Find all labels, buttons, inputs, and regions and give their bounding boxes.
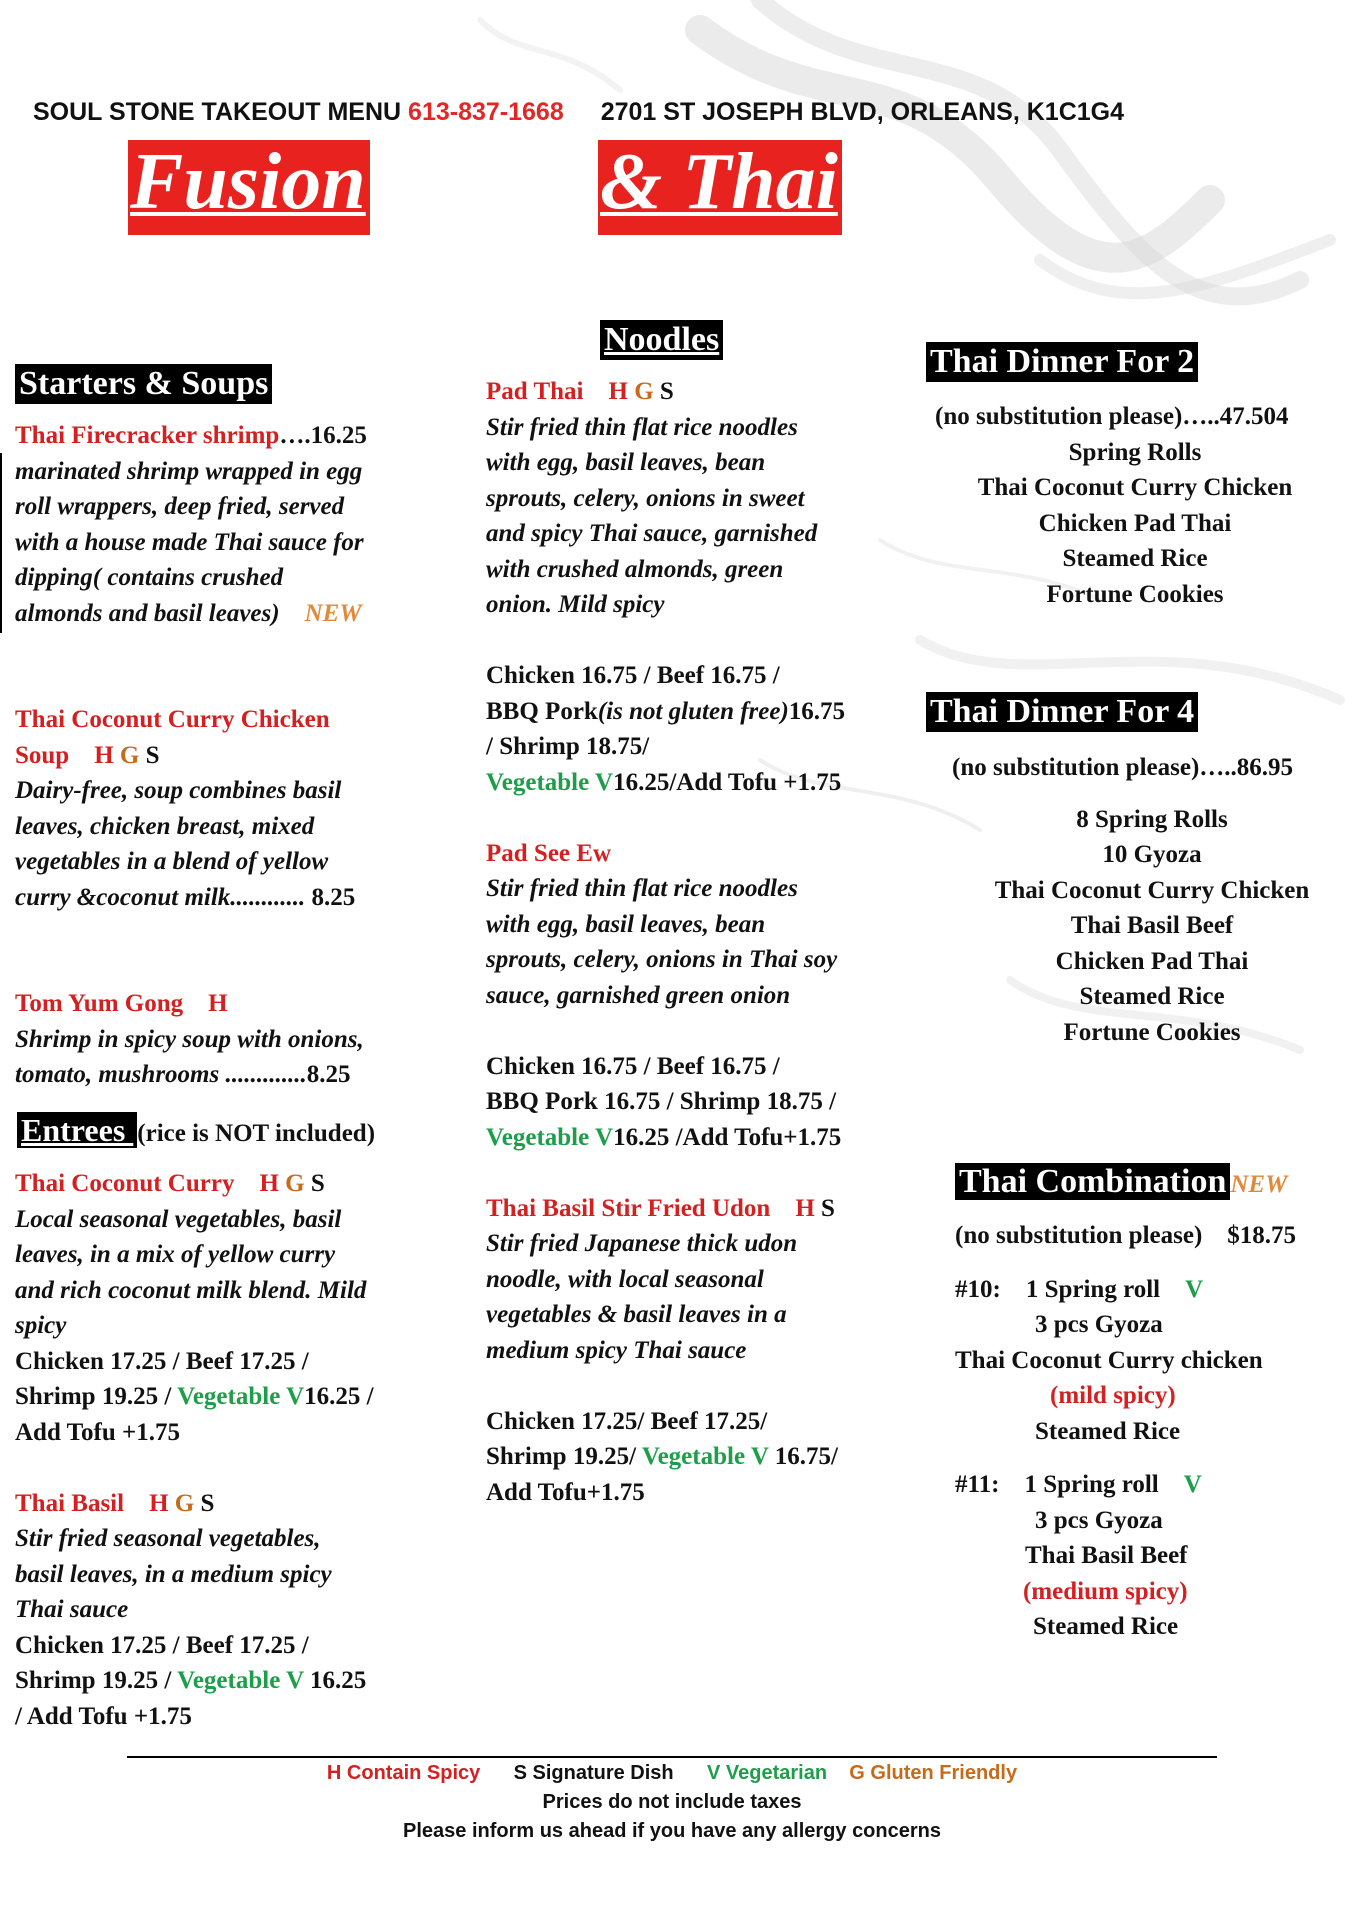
pad-see-ew-desc-3: sprouts, celery, onions in Thai soy (486, 946, 838, 973)
dinner2-items (935, 435, 1335, 613)
thai-basil-desc-1: Stir fried seasonal vegetables, (15, 1525, 321, 1552)
signature-mark: S (310, 1170, 325, 1197)
pad-see-ew-price-1: Chicken 16.75 / Beef 16.75 / (486, 1052, 780, 1080)
left-margin-rule (0, 453, 2, 633)
firecracker-desc-4: dipping( contains crushed (15, 564, 284, 591)
dinner4-item: Thai Coconut Curry Chicken (994, 876, 1310, 904)
signature-mark: S (659, 378, 674, 405)
firecracker-desc-5: almonds and basil leaves) (15, 599, 280, 627)
dinner4-items (952, 802, 1352, 1051)
dinner4-item: Thai Basil Beef (1070, 912, 1234, 939)
dinner4-item: 8 Spring Rolls (1076, 805, 1228, 833)
legend-spicy: H Contain Spicy (326, 1762, 481, 1784)
starters-column (15, 418, 465, 1093)
pad-thai-desc-3: sprouts, celery, onions in sweet (486, 484, 805, 512)
coconut-curry-desc-1: Local seasonal vegetables, basil (15, 1205, 342, 1233)
dinner4-item: Steamed Rice (1079, 983, 1225, 1010)
phone-number[interactable]: 613-837-1668 (408, 98, 564, 126)
pad-see-ew-price-3 (486, 1120, 906, 1156)
entrees-note: (rice is NOT included) (137, 1120, 376, 1147)
combination-note-line (955, 1218, 1355, 1254)
combo11-spice: (medium spicy) (1023, 1577, 1188, 1605)
pad-thai-desc-4: and spicy Thai sauce, garnished (486, 520, 818, 547)
combination-note: (no substitution please) (955, 1222, 1203, 1249)
dinner2-heading: Thai Dinner For 2 (926, 342, 1198, 382)
udon-price-3: Add Tofu+1.75 (486, 1478, 645, 1506)
thai-title: & Thai (598, 140, 842, 235)
tom-yum-name: Tom Yum Gong (15, 990, 184, 1017)
dinner2-note: (no substitution please)…..47.504 (935, 403, 1289, 430)
signature-mark: S (200, 1489, 215, 1517)
address: 2701 ST JOSEPH BLVD, ORLEANS, K1C1G4 (600, 98, 1125, 126)
combo11-roll: 1 Spring roll (1024, 1471, 1159, 1498)
pad-thai-price-2 (486, 694, 906, 730)
curry-soup-price: 8.25 (305, 883, 356, 911)
signature-mark: S (145, 741, 160, 769)
pad-thai-title-line (486, 374, 906, 410)
vegetable-label: Vegetable V (641, 1443, 769, 1470)
tom-yum-desc-1: Shrimp in spicy soup with onions, (15, 1025, 364, 1053)
coconut-curry-desc-2: leaves, in a mix of yellow curry (15, 1241, 336, 1268)
udon-title-line (486, 1191, 906, 1227)
gluten-mark: G (285, 1170, 305, 1197)
coconut-curry-price-2 (15, 1379, 465, 1415)
vegetable-label: Vegetable V (486, 768, 614, 796)
footer-legend (127, 1762, 1217, 1785)
firecracker-desc-5-line (15, 596, 465, 632)
vegetable-label: Vegetable V (177, 1383, 305, 1410)
price-shrimp: Shrimp 19.25 / (15, 1667, 178, 1694)
tom-yum-title-line (15, 986, 465, 1022)
pad-thai-desc-1: Stir fried thin flat rice noodles (486, 413, 798, 441)
tom-yum-price: 8.25 (306, 1061, 351, 1088)
bbq-pork-price: 16.75 (788, 697, 846, 725)
combo10-label: #10: (955, 1275, 1001, 1303)
dinner4-item: Fortune Cookies (1063, 1018, 1241, 1046)
thai-basil-price-2 (15, 1663, 465, 1699)
firecracker-title-line (15, 418, 465, 454)
pad-thai-desc-2: with egg, basil leaves, bean (486, 449, 766, 476)
udon-desc-2: noodle, with local seasonal (486, 1265, 764, 1293)
dinner2-item: Fortune Cookies (1046, 580, 1224, 608)
pad-thai-desc-5: with crushed almonds, green (486, 555, 784, 583)
vegetable-label: Vegetable V (486, 1123, 614, 1151)
price-vegetable: 16.25 (303, 1667, 367, 1694)
combo10-spice: (mild spicy) (1050, 1382, 1176, 1409)
legend-gluten: G Gluten Friendly (849, 1762, 1018, 1784)
spicy-mark: H (94, 741, 114, 769)
udon-price-1: Chicken 17.25/ Beef 17.25/ (486, 1407, 768, 1435)
udon-desc-4: medium spicy Thai sauce (486, 1336, 747, 1364)
vegetarian-mark: V (1183, 1471, 1202, 1498)
tom-yum-desc-2: tomato, mushrooms ............. (15, 1061, 307, 1088)
pad-thai-price-1: Chicken 16.75 / Beef 16.75 / (486, 662, 780, 689)
firecracker-desc-3: with a house made Thai sauce for (15, 528, 364, 556)
coconut-curry-price-3: Add Tofu +1.75 (15, 1418, 181, 1446)
coconut-curry-desc-4: spicy (15, 1312, 67, 1339)
entrees-heading-line (17, 1110, 375, 1150)
combo10-main: Thai Coconut Curry chicken (955, 1346, 1263, 1374)
dinner4-item: 10 Gyoza (1102, 841, 1202, 868)
price-shrimp: Shrimp 19.25/ (486, 1443, 642, 1470)
dinner2-item: Chicken Pad Thai (1038, 509, 1232, 537)
dinner2-item: Spring Rolls (1068, 438, 1202, 466)
gluten-mark: G (634, 378, 654, 405)
udon-price-2 (486, 1439, 906, 1475)
curry-soup-name-2: Soup (15, 741, 70, 769)
coconut-curry-desc-3: and rich coconut milk blend. Mild (15, 1276, 367, 1304)
new-badge: NEW (1230, 1171, 1288, 1198)
vegetarian-mark: V (1185, 1275, 1204, 1303)
combination-heading-line (955, 1162, 1287, 1202)
price-vegetable: 16.25 /Add Tofu+1.75 (613, 1123, 842, 1151)
header-bar (33, 98, 1333, 127)
combo10-gyoza: 3 pcs Gyoza (1035, 1311, 1163, 1338)
dinner4-heading: Thai Dinner For 4 (926, 692, 1198, 732)
combination-price: $18.75 (1227, 1222, 1297, 1249)
legend-vegetarian: V Vegetarian (706, 1762, 828, 1784)
starters-heading: Starters & Soups (15, 364, 272, 404)
price-vegetable: 16.75/ (768, 1443, 838, 1470)
coconut-curry-name: Thai Coconut Curry (15, 1170, 235, 1197)
curry-soup-desc-2: leaves, chicken breast, mixed (15, 812, 315, 840)
thai-basil-desc-3: Thai sauce (15, 1596, 129, 1623)
firecracker-price: ….16.25 (279, 422, 367, 449)
coconut-curry-price-1: Chicken 17.25 / Beef 17.25 / (15, 1347, 309, 1375)
spicy-mark: H (259, 1170, 279, 1197)
pad-thai-price-4 (486, 765, 906, 801)
dinner2-item: Steamed Rice (1062, 545, 1208, 572)
gluten-mark: G (174, 1489, 195, 1517)
pad-thai-desc-6: onion. Mild spicy (486, 591, 665, 618)
fusion-title: Fusion (128, 140, 370, 235)
combo10-roll: 1 Spring roll (1025, 1275, 1161, 1303)
spicy-mark: H (149, 1489, 169, 1517)
dinner2-block (935, 399, 1345, 612)
spicy-mark: H (208, 990, 228, 1017)
thai-basil-price-1: Chicken 17.25 / Beef 17.25 / (15, 1631, 309, 1659)
combo11-rice: Steamed Rice (1033, 1613, 1179, 1640)
combo10-line-1 (955, 1272, 1355, 1308)
pad-thai-name: Pad Thai (486, 378, 584, 405)
dinner4-item: Chicken Pad Thai (1055, 947, 1249, 975)
dinner4-note: (no substitution please)…..86.95 (952, 754, 1294, 781)
firecracker-desc-2: roll wrappers, deep fried, served (15, 493, 345, 520)
entrees-column (15, 1166, 465, 1734)
curry-soup-desc-4: curry &coconut milk............ (15, 883, 306, 911)
vegetable-label: Vegetable V (177, 1667, 304, 1694)
udon-name: Thai Basil Stir Fried Udon (486, 1194, 771, 1222)
pad-see-ew-price-2: BBQ Pork 16.75 / Shrimp 18.75 / (486, 1088, 837, 1115)
pad-see-ew-name: Pad See Ew (486, 839, 611, 867)
new-badge: NEW (304, 599, 362, 627)
tom-yum-desc-2-line (15, 1057, 465, 1093)
pad-see-ew-desc-2: with egg, basil leaves, bean (486, 910, 766, 938)
firecracker-name: Thai Firecracker shrimp (15, 422, 280, 449)
noodles-heading: Noodles (600, 320, 723, 360)
udon-desc-3: vegetables & basil leaves in a (486, 1301, 787, 1328)
spicy-mark: H (795, 1194, 815, 1222)
firecracker-desc-1: marinated shrimp wrapped in egg (15, 457, 363, 485)
thai-basil-desc-2: basil leaves, in a medium spicy (15, 1560, 332, 1588)
dinner4-block (952, 750, 1352, 1050)
thai-basil-name: Thai Basil (15, 1489, 125, 1517)
pad-see-ew-desc-4: sauce, garnished green onion (486, 981, 791, 1009)
signature-mark: S (821, 1194, 835, 1222)
combo11-gyoza: 3 pcs Gyoza (1035, 1506, 1163, 1534)
pad-see-ew-desc-1: Stir fried thin flat rice noodles (486, 875, 798, 902)
combination-heading: Thai Combination (955, 1163, 1230, 1200)
gluten-mark: G (119, 741, 140, 769)
dinner2-item: Thai Coconut Curry Chicken (977, 474, 1293, 501)
price-shrimp: Shrimp 19.25 / (15, 1383, 178, 1410)
footer-allergy: Please inform us ahead if you have any allergy concerns (403, 1820, 941, 1842)
curry-soup-desc-3: vegetables in a blend of yellow (15, 848, 329, 875)
entrees-heading: Entrees (17, 1112, 137, 1148)
combination-block (955, 1218, 1355, 1645)
footer-divider (127, 1756, 1217, 1758)
curry-soup-name-line-2 (15, 738, 465, 774)
combo11-label: #11: (955, 1471, 1000, 1498)
curry-soup-name-1: Thai Coconut Curry Chicken (15, 706, 330, 733)
price-vegetable: 16.25/Add Tofu +1.75 (613, 768, 842, 796)
price-vegetable: 16.25 / (304, 1383, 374, 1410)
combo11-line-1 (955, 1467, 1355, 1503)
curry-soup-desc-4-line (15, 880, 465, 916)
curry-soup-desc-1: Dairy-free, soup combines basil (15, 777, 342, 804)
pad-thai-price-3: / Shrimp 18.75/ (486, 733, 650, 760)
spicy-mark: H (608, 378, 628, 405)
thai-basil-price-3: / Add Tofu +1.75 (15, 1702, 192, 1730)
thai-basil-title-line (15, 1486, 465, 1522)
footer-taxes: Prices do not include taxes (542, 1791, 802, 1813)
bbq-pork-label: BBQ Pork (486, 697, 598, 725)
legend-signature: S Signature Dish (513, 1762, 674, 1784)
coconut-curry-title-line (15, 1166, 465, 1202)
combo11-main: Thai Basil Beef (1025, 1542, 1188, 1569)
noodles-column (486, 374, 906, 1510)
menu-title: SOUL STONE TAKEOUT MENU (33, 98, 402, 126)
combo10-rice: Steamed Rice (1035, 1417, 1181, 1445)
gluten-note: (is not gluten free) (597, 697, 789, 725)
udon-desc-1: Stir fried Japanese thick udon (486, 1230, 798, 1257)
